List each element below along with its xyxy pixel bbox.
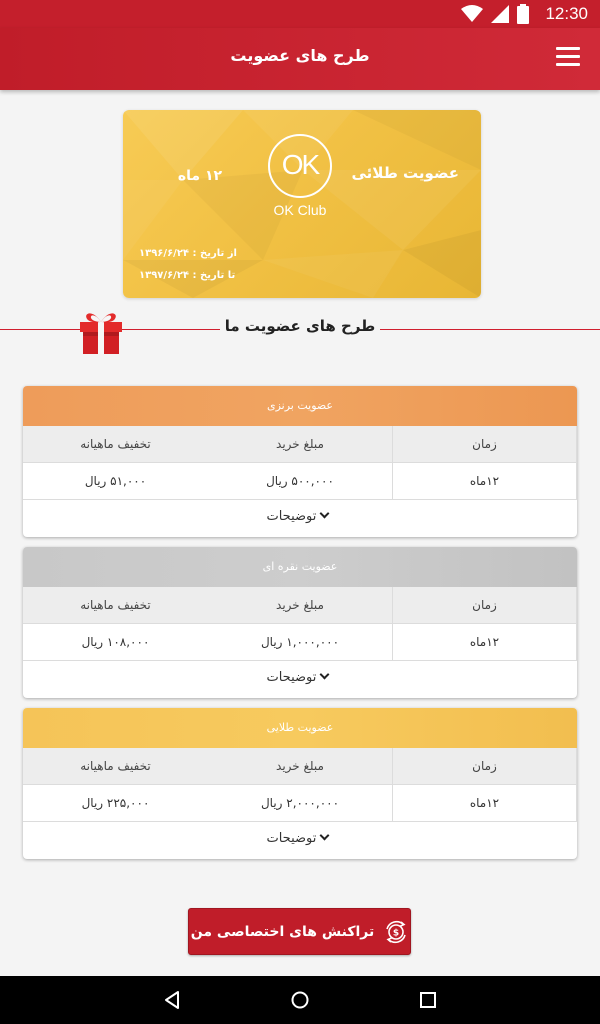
section-title: طرح های عضویت ما (220, 317, 380, 335)
plan-gold (23, 708, 577, 859)
battery-icon (517, 4, 529, 24)
membership-card (123, 110, 481, 298)
details-label: توضیحات (266, 831, 317, 846)
card-from-date: از تاریخ : ۱۳۹۶/۶/۲۴ (139, 248, 237, 259)
plan-title: عضویت نقره ای (23, 547, 577, 587)
gift-icon (76, 306, 126, 356)
price-value: ۱,۰۰۰,۰۰۰ ریال (208, 624, 393, 660)
chevron-down-icon (319, 670, 329, 680)
col-discount-header: تخفیف ماهیانه (80, 759, 151, 773)
time-value: ۱۲ماه (393, 463, 577, 499)
col-price-header: مبلغ خرید (208, 587, 393, 623)
table-row (23, 463, 577, 500)
card-brand: OK Club (273, 202, 327, 218)
discount-value: ۲۲۵,۰۰۰ ریال (81, 796, 150, 810)
chevron-down-icon (319, 831, 329, 841)
plan-bronze (23, 386, 577, 537)
section-divider-right (378, 329, 600, 330)
page-title: طرح های عضویت (230, 46, 370, 65)
app-bar (0, 28, 600, 90)
system-nav-bar (0, 976, 600, 1024)
status-time: 12:30 (545, 4, 588, 23)
col-time-header: زمان (393, 426, 577, 462)
money-exchange-icon (384, 920, 408, 944)
plan-title: عضویت برنزی (23, 386, 577, 426)
card-title: عضویت طلائی (351, 164, 459, 182)
ok-club-logo: OK (268, 134, 332, 198)
col-discount-header: تخفیف ماهیانه (80, 598, 151, 612)
table-header-row (23, 426, 577, 463)
time-value: ۱۲ماه (393, 624, 577, 660)
my-transactions-label: تراکنش های اختصاصی من (190, 923, 375, 940)
plan-title: عضویت طلایی (23, 708, 577, 748)
price-value: ۵۰۰,۰۰۰ ریال (208, 463, 393, 499)
svg-text:$: $ (393, 928, 400, 938)
back-icon[interactable] (162, 990, 182, 1010)
col-time-header: زمان (393, 587, 577, 623)
status-bar (0, 0, 600, 28)
table-header-row (23, 587, 577, 624)
table-row (23, 624, 577, 661)
wifi-icon (461, 5, 483, 23)
details-toggle[interactable] (23, 822, 577, 858)
table-header-row (23, 748, 577, 785)
col-price-header: مبلغ خرید (208, 748, 393, 784)
col-time-header: زمان (393, 748, 577, 784)
col-discount-header: تخفیف ماهیانه (80, 437, 151, 451)
card-to-date: تا تاریخ : ۱۳۹۷/۶/۲۴ (139, 270, 236, 281)
my-transactions-button[interactable] (188, 908, 411, 955)
col-price-header: مبلغ خرید (208, 426, 393, 462)
signal-icon (491, 5, 509, 23)
card-duration: ۱۲ ماه (177, 168, 223, 184)
details-label: توضیحات (266, 509, 317, 524)
details-label: توضیحات (266, 670, 317, 685)
plan-silver (23, 547, 577, 698)
chevron-down-icon (319, 509, 329, 519)
table-row (23, 785, 577, 822)
menu-icon[interactable] (556, 47, 580, 67)
discount-value: ۱۰۸,۰۰۰ ریال (81, 635, 150, 649)
home-icon[interactable] (290, 990, 310, 1010)
discount-value: ۵۱,۰۰۰ ریال (84, 474, 147, 488)
details-toggle[interactable] (23, 500, 577, 536)
time-value: ۱۲ماه (393, 785, 577, 821)
recents-icon[interactable] (418, 990, 438, 1010)
details-toggle[interactable] (23, 661, 577, 697)
price-value: ۲,۰۰۰,۰۰۰ ریال (208, 785, 393, 821)
